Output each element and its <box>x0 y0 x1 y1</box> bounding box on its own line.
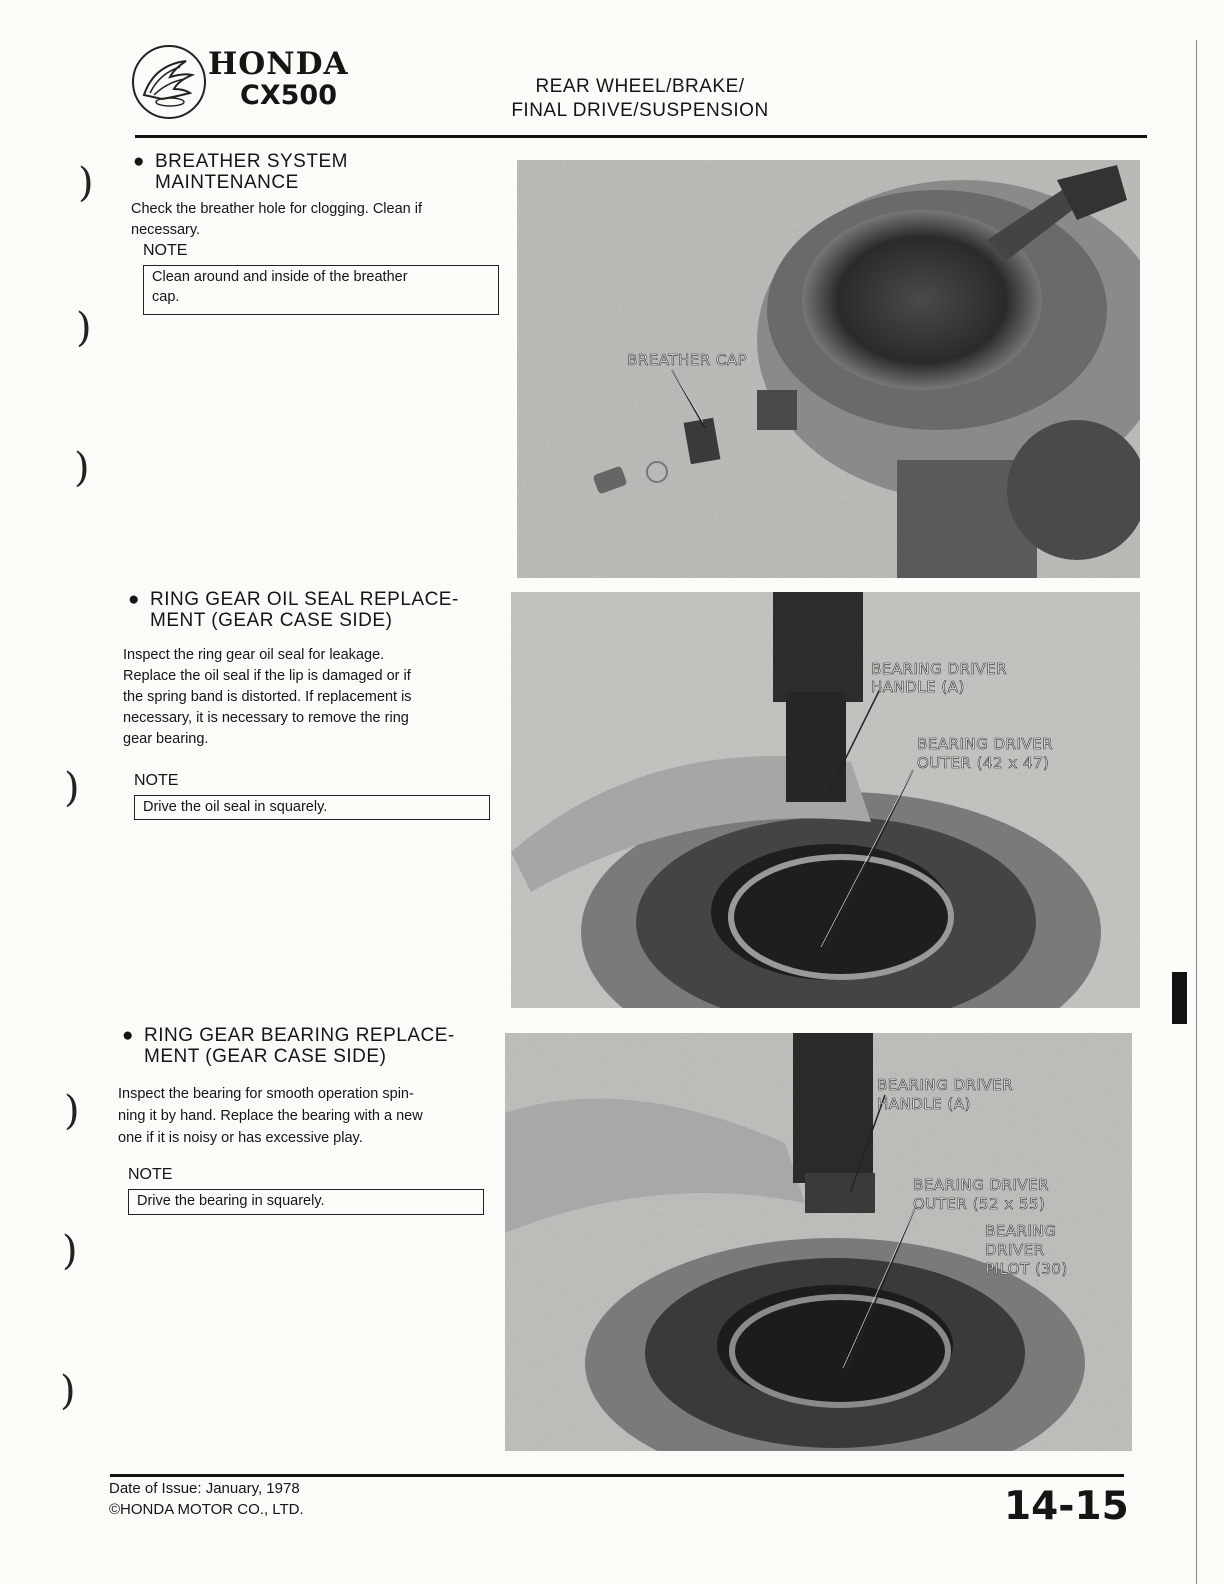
section-title-line2: FINAL DRIVE/SUSPENSION <box>511 100 769 121</box>
bullet-icon: ● <box>133 151 145 172</box>
callout-driver-handle: BEARING DRIVER <box>877 1076 1014 1094</box>
body-line: necessary. <box>131 222 201 238</box>
note-label: NOTE <box>134 772 179 789</box>
note-line: Drive the bearing in squarely. <box>137 1193 325 1209</box>
body-line: Replace the oil seal if the lip is damaged or if <box>123 668 411 684</box>
body-line: necessary, it is necessary to remove the ring <box>123 710 409 726</box>
brand-name: HONDA <box>208 46 349 82</box>
note-line: Drive the oil seal in squarely. <box>143 799 328 815</box>
body-line: Inspect the bearing for smooth operation spin- <box>118 1086 414 1102</box>
bullet-icon: ● <box>122 1025 134 1046</box>
heading-line: BREATHER SYSTEM <box>155 151 348 172</box>
binder-mark: ) <box>64 1088 80 1134</box>
callout-driver-outer: BEARING DRIVER <box>917 735 1054 753</box>
callout-driver-outer-size: OUTER (52 x 55) <box>913 1195 1046 1213</box>
copyright: ©HONDA MOTOR CO., LTD. <box>109 1501 304 1518</box>
callout-driver-pilot-size: PILOT (30) <box>985 1260 1068 1278</box>
binder-mark: ) <box>74 445 90 491</box>
honda-wing-logo <box>132 45 206 119</box>
callout-driver-handle-sub: HANDLE (A) <box>877 1095 971 1113</box>
binder-mark: ) <box>64 765 80 811</box>
binder-mark: ) <box>76 305 92 351</box>
binder-mark: ) <box>62 1228 78 1274</box>
heading-line: MENT (GEAR CASE SIDE) <box>144 1046 387 1067</box>
section-body <box>118 1083 503 1149</box>
page-number: 14-15 <box>1004 1484 1129 1529</box>
section-heading <box>133 151 348 193</box>
section-tab-mark <box>1172 972 1187 1024</box>
callout-driver-outer-size: OUTER (42 x 47) <box>917 754 1050 772</box>
section-body <box>131 199 516 241</box>
note-box <box>143 265 499 315</box>
body-line: Inspect the ring gear oil seal for leakage. <box>123 647 385 663</box>
heading-line: MAINTENANCE <box>155 172 299 193</box>
heading-line: MENT (GEAR CASE SIDE) <box>150 610 393 631</box>
section-heading <box>122 1025 455 1067</box>
bullet-icon: ● <box>128 589 140 610</box>
callout-driver-pilot-sub: DRIVER <box>985 1241 1045 1259</box>
section-body <box>123 645 508 750</box>
section-heading <box>128 589 459 631</box>
note-label: NOTE <box>128 1166 173 1183</box>
section-title-line1: REAR WHEEL/BRAKE/ <box>535 76 745 97</box>
photo-breather-cap <box>517 160 1140 578</box>
footer-rule <box>110 1474 1124 1477</box>
callout-driver-handle-sub: HANDLE (A) <box>871 678 965 696</box>
wing-icon <box>134 47 204 117</box>
header-rule <box>135 135 1147 138</box>
note-label: NOTE <box>143 242 188 259</box>
binder-mark: ) <box>60 1368 76 1414</box>
heading-line: RING GEAR OIL SEAL REPLACE- <box>150 589 459 610</box>
body-line: one if it is noisy or has excessive play. <box>118 1130 363 1146</box>
note-box <box>128 1189 484 1215</box>
page-edge <box>1196 40 1197 1584</box>
note-box <box>134 795 490 820</box>
photo-bearing <box>505 1033 1132 1451</box>
body-line: the spring band is distorted. If replacement is <box>123 689 412 705</box>
binder-mark: ) <box>78 160 94 206</box>
model-name: CX500 <box>240 80 337 111</box>
body-line: Check the breather hole for clogging. Clean if <box>131 201 422 217</box>
heading-line: RING GEAR BEARING REPLACE- <box>144 1025 455 1046</box>
note-line: cap. <box>152 289 180 305</box>
issue-date: Date of Issue: January, 1978 <box>109 1480 300 1497</box>
body-line: ning it by hand. Replace the bearing with a new <box>118 1108 423 1124</box>
body-line: gear bearing. <box>123 731 209 747</box>
photo-oil-seal <box>511 592 1140 1008</box>
note-line: Clean around and inside of the breather <box>152 269 408 285</box>
callout-driver-pilot: BEARING <box>985 1222 1057 1240</box>
callout-breather-cap: BREATHER CAP <box>627 351 748 369</box>
callout-driver-outer: BEARING DRIVER <box>913 1176 1050 1194</box>
callout-driver-handle: BEARING DRIVER <box>871 660 1008 678</box>
